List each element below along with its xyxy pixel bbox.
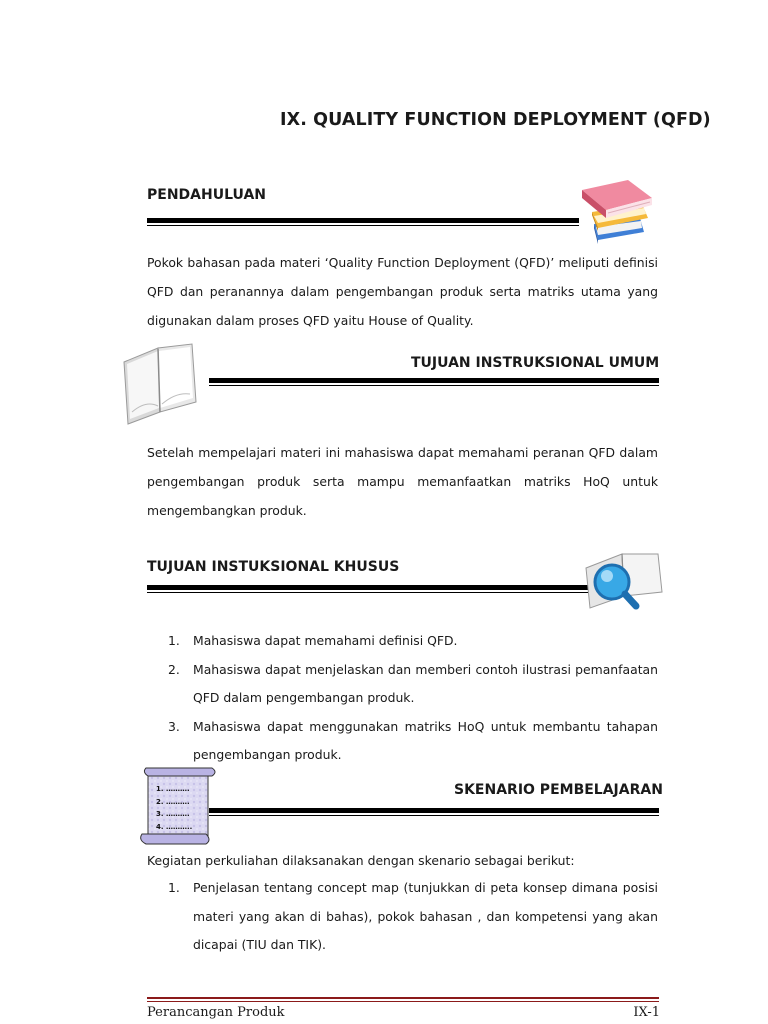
pendahuluan-paragraph: Pokok bahasan pada materi ‘Quality Function Deployment (QFD)’ meliputi definisi QFD dan peranannya dalam pengembangan produk serta matriks utama yang digunakan dalam proses QFD yaitu House of Quality. (147, 255, 658, 328)
scroll-list-line: 4. ……….. (156, 822, 193, 831)
list-item: 1. Mahasiswa dapat memahami definisi QFD. (168, 633, 458, 648)
heading-rule (209, 808, 659, 816)
scroll-list-icon (138, 764, 218, 846)
page-title: IX. QUALITY FUNCTION DEPLOYMENT (QFD) (280, 110, 711, 130)
heading-rule (209, 378, 659, 386)
list-item: 1. Penjelasan tentang concept map (tunjukkan di peta konsep dimana posisi materi yang akan di bahas), pokok bahasan , dan kompetensi yang akan dicapai (TIU dan TIK). (168, 880, 658, 952)
scroll-list-line: 1. ………. (156, 785, 190, 793)
skenario-list (147, 874, 658, 960)
list-item: 3. Mahasiswa dapat menggunakan matriks HoQ untuk membantu tahapan pengembangan produk. (168, 718, 658, 762)
page-number: IX-1 (633, 1005, 660, 1020)
list-item: 2. Mahasiswa dapat menjelaskan dan memberi contoh ilustrasi pemanfaatan QFD dalam pengembangan produk. (168, 661, 658, 705)
tiu-paragraph: Setelah mempelajari materi ini mahasiswa dapat memahami peranan QFD dalam pengembangan produk serta mampu memanfaatkan matriks HoQ untuk mengembangkan produk. (147, 445, 658, 518)
section-heading-pendahuluan: PENDAHULUAN (147, 187, 266, 203)
footer-rule (147, 997, 659, 1002)
heading-rule (147, 585, 589, 593)
footer-title: Perancangan Produk (147, 1005, 285, 1020)
tik-list (147, 627, 658, 770)
section-heading-skenario: SKENARIO PEMBELAJARAN (454, 782, 663, 798)
heading-rule (147, 218, 579, 226)
magnifier-book-icon (584, 548, 664, 614)
scroll-list-line: 3. ………. (156, 810, 190, 818)
skenario-intro: Kegiatan perkuliahan dilaksanakan dengan skenario sebagai berikut: (147, 853, 575, 868)
open-book-icon (118, 340, 200, 426)
scroll-list-line: 2. ………. (156, 797, 190, 806)
books-stack-icon (578, 178, 660, 248)
section-heading-tiu: TUJUAN INSTRUKSIONAL UMUM (411, 355, 660, 371)
section-heading-tik: TUJUAN INSTUKSIONAL KHUSUS (147, 559, 400, 575)
